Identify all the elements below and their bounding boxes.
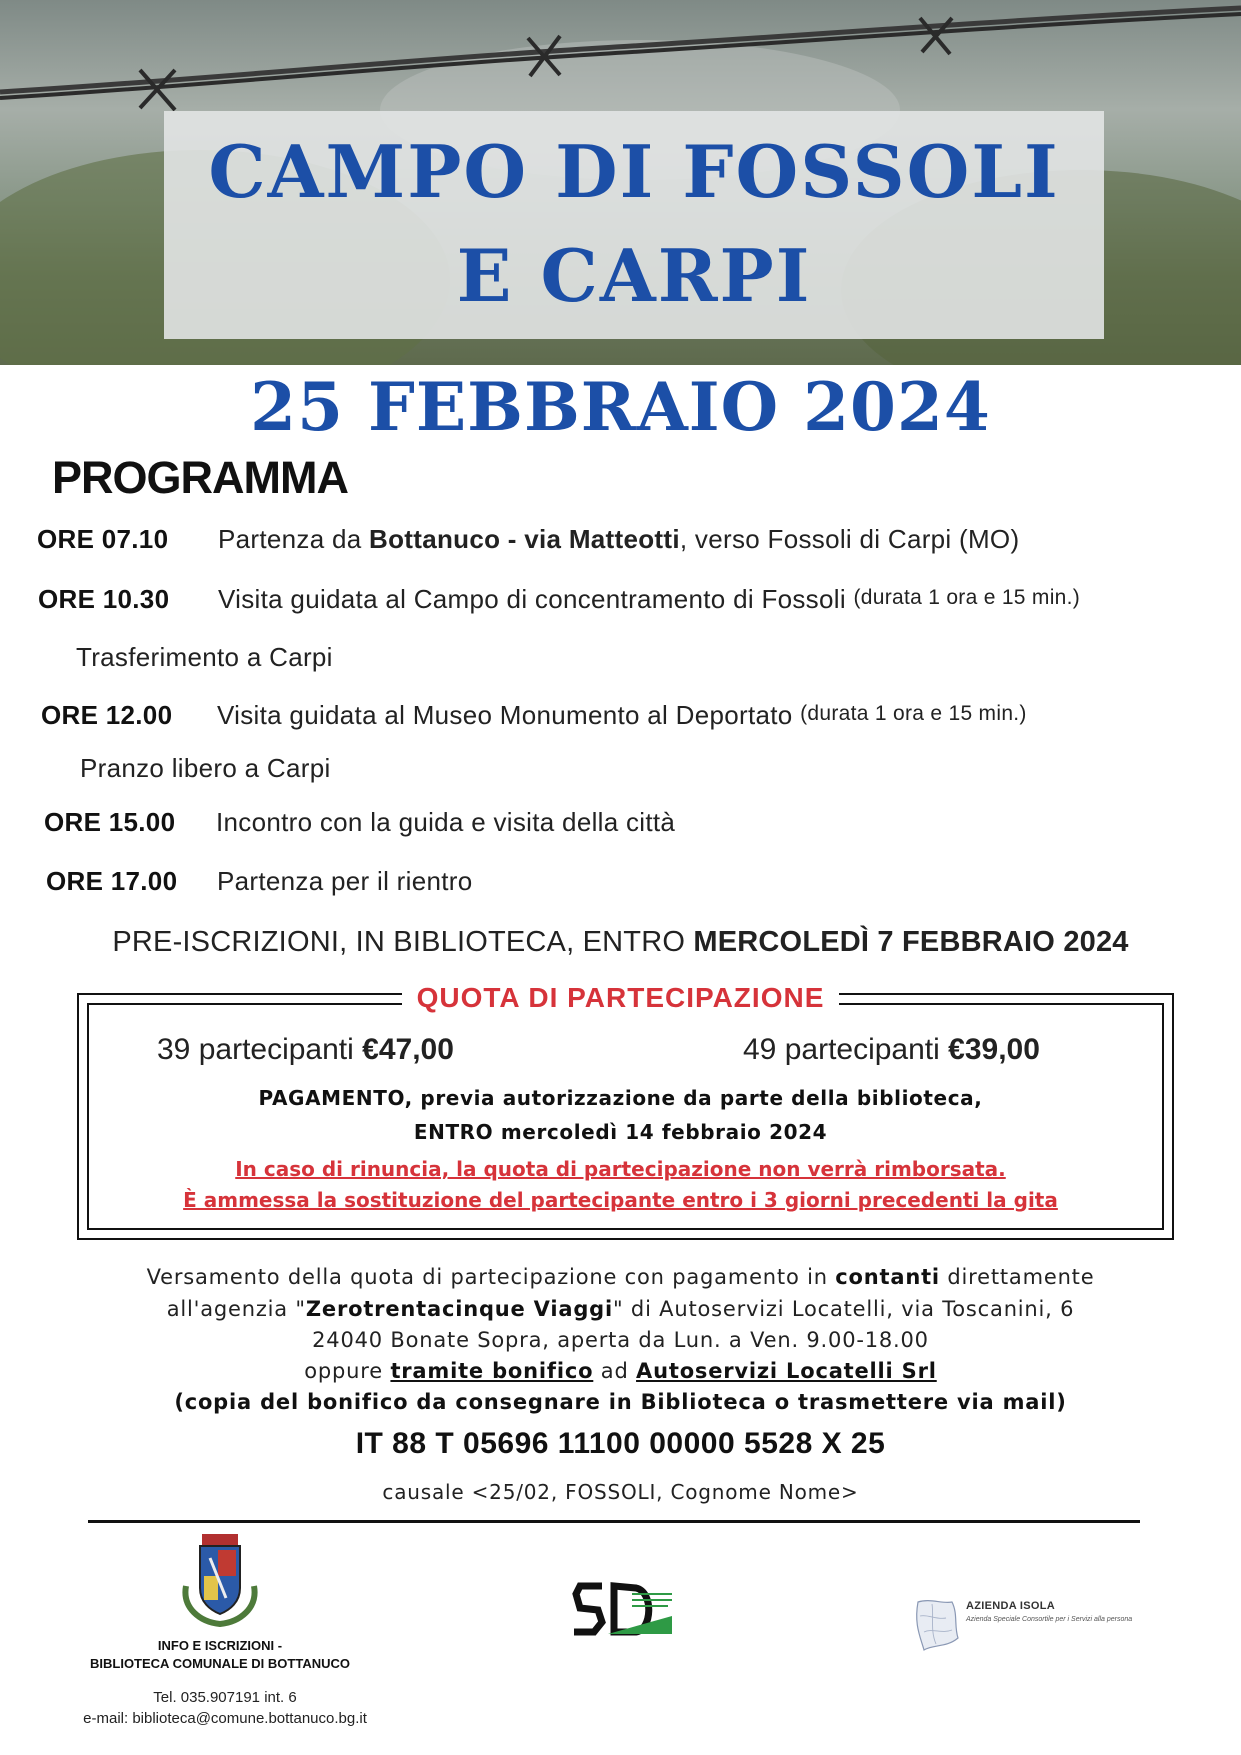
versamento-line-1: Versamento della quota di partecipazione con pagamento in contanti direttamente	[146, 1265, 1095, 1289]
preiscrizioni-notice: PRE-ISCRIZIONI, IN BIBLIOTECA, ENTRO MERCOLEDÌ 7 FEBBRAIO 2024	[112, 926, 1129, 958]
phone: Tel. 035.907191 int. 6	[153, 1689, 297, 1706]
quota-title: QUOTA DI PARTECIPAZIONE	[0, 982, 1241, 1014]
warning-line-2: È ammessa la sostituzione del partecipante entro i 3 giorni precedenti la gita	[183, 1188, 1058, 1212]
event-date: 25 FEBBRAIO 2024	[250, 368, 991, 446]
program-desc: Partenza per il rientro	[217, 866, 473, 896]
versamento-line-3: 24040 Bonate Sopra, aperta da Lun. a Ven. 9.00-18.00	[312, 1328, 929, 1352]
time-label: ORE 15.00	[44, 807, 176, 837]
versamento-line-4: oppure tramite bonifico ad Autoservizi Locatelli Srl	[304, 1359, 937, 1383]
program-desc: Visita guidata al Museo Monumento al Deportato (durata 1 ora e 15 min.)	[217, 700, 1027, 730]
bottanuco-crest-icon	[180, 1528, 260, 1633]
lunch-text: Pranzo libero a Carpi	[80, 753, 331, 783]
time-label: ORE 07.10	[37, 524, 169, 554]
email-link[interactable]: e-mail: biblioteca@comune.bottanuco.bg.it	[83, 1710, 367, 1727]
program-desc: Incontro con la guida e visita della città	[216, 807, 676, 837]
versamento-line-5: (copia del bonifico da consegnare in Biblioteca o trasmettere via mail)	[174, 1390, 1067, 1414]
azienda-isola-subtitle: Azienda Speciale Consortile per i Servizi alla persona	[966, 1616, 1133, 1623]
versamento-line-2: all'agenzia "Zerotrentacinque Viaggi" di Autoservizi Locatelli, via Toscanini, 6	[166, 1297, 1075, 1321]
program-desc: Visita guidata al Campo di concentramento di Fossoli (durata 1 ora e 15 min.)	[218, 584, 1081, 614]
hero-barbed-wire-photo	[0, 0, 1241, 365]
warning-line-1: In caso di rinuncia, la quota di partecipazione non verrà rimborsata.	[235, 1157, 1006, 1181]
payment-line-2: ENTRO mercoledì 14 febbraio 2024	[413, 1120, 828, 1144]
causale: causale <25/02, FOSSOLI, Cognome Nome>	[382, 1480, 859, 1504]
programma-heading: PROGRAMMA	[52, 452, 348, 503]
azienda-isola-title: AZIENDA ISOLA	[966, 1600, 1056, 1612]
sd-logo-icon	[572, 1582, 676, 1643]
footer-divider	[88, 1520, 1140, 1523]
price-49: 49 partecipanti €39,00	[743, 1033, 1040, 1066]
info-line-2: BIBLIOTECA COMUNALE DI BOTTANUCO	[90, 1656, 350, 1671]
title-line-2: E CARPI	[456, 233, 812, 318]
price-39: 39 partecipanti €47,00	[157, 1033, 454, 1066]
title-box	[164, 111, 1104, 339]
title-line-1: CAMPO DI FOSSOLI	[208, 129, 1060, 214]
time-label: ORE 12.00	[41, 700, 173, 730]
payment-line-1: PAGAMENTO, previa autorizzazione da parte della biblioteca,	[258, 1086, 983, 1110]
time-label: ORE 17.00	[46, 866, 178, 896]
program-desc: Partenza da Bottanuco - via Matteotti, verso Fossoli di Carpi (MO)	[218, 524, 1020, 554]
time-label: ORE 10.30	[38, 584, 170, 614]
transfer-text: Trasferimento a Carpi	[76, 642, 333, 672]
azienda-isola-map-icon	[912, 1596, 962, 1657]
info-line-1: INFO E ISCRIZIONI -	[157, 1638, 283, 1653]
iban: IT 88 T 05696 11100 00000 5528 X 25	[355, 1427, 886, 1460]
